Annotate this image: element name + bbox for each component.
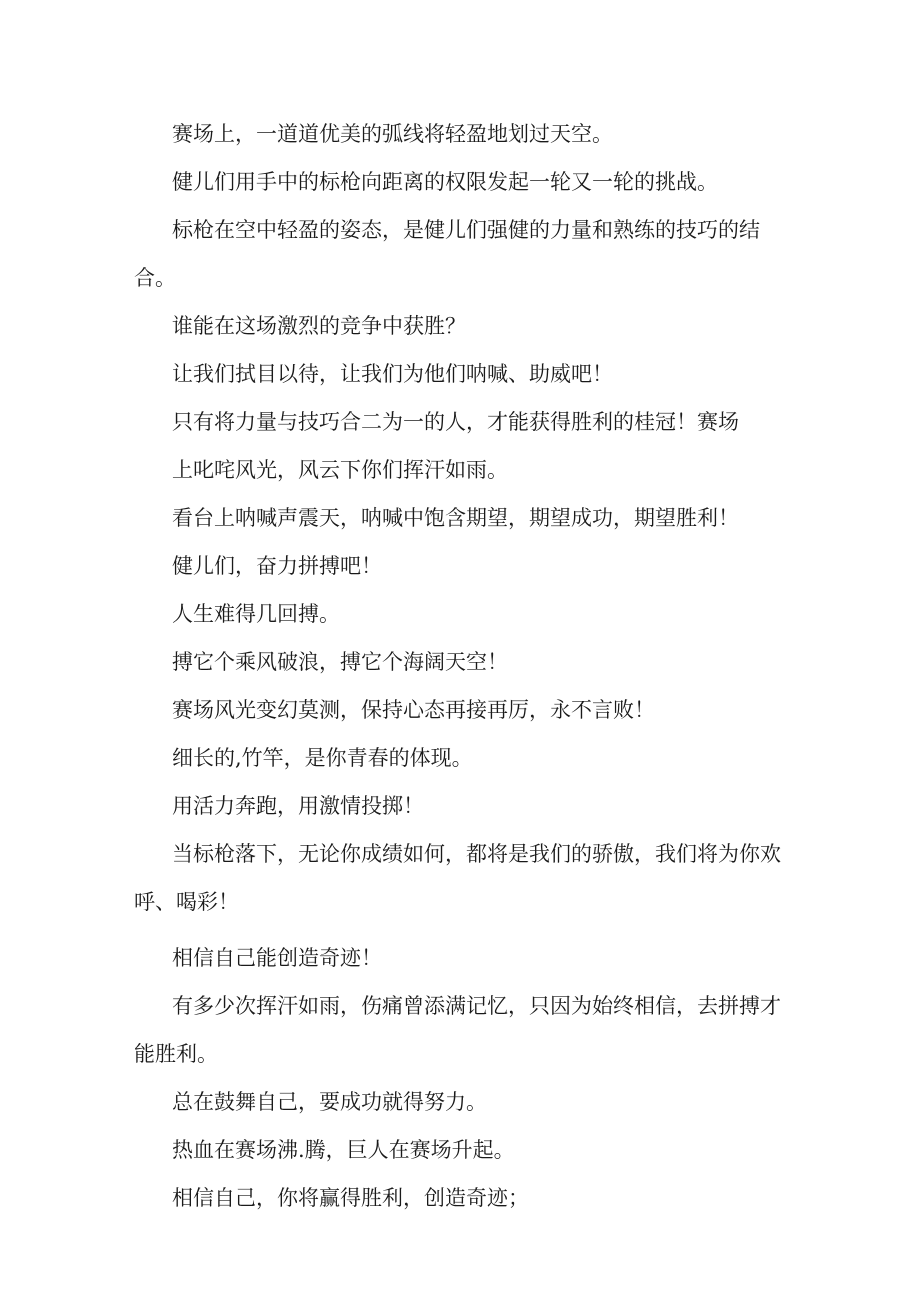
paragraph: 谁能在这场激烈的竞争中获胜？ bbox=[172, 314, 466, 338]
paragraph: 用活力奔跑，用激情投掷！ bbox=[172, 794, 424, 818]
paragraph: 有多少次挥汗如雨，伤痛曾添满记忆，只因为始终相信，去拼搏才能胜利。 bbox=[134, 994, 781, 1066]
paragraph: 标枪在空中轻盈的姿态，是健儿们强健的力量和熟练的技巧的结合。 bbox=[134, 218, 760, 290]
paragraph: 搏它个乘风破浪，搏它个海阔天空！ bbox=[172, 650, 508, 674]
paragraph: 相信自己能创造奇迹！ bbox=[172, 946, 382, 970]
paragraph: 健儿们用手中的标枪向距离的权限发起一轮又一轮的挑战。 bbox=[172, 170, 718, 194]
paragraph: 相信自己，你将赢得胜利，创造奇迹； bbox=[172, 1186, 529, 1210]
paragraph: 赛场上，一道道优美的弧线将轻盈地划过天空。 bbox=[172, 122, 613, 146]
paragraph: 热血在赛场沸.腾，巨人在赛场升起。 bbox=[172, 1138, 515, 1162]
paragraph: 赛场风光变幻莫测，保持心态再接再厉，永不言败！ bbox=[172, 698, 655, 722]
paragraph: 让我们拭目以待，让我们为他们呐喊、助威吧！ bbox=[172, 362, 613, 386]
paragraph: 总在鼓舞自己，要成功就得努力。 bbox=[172, 1090, 487, 1114]
paragraph: 只有将力量与技巧合二为一的人，才能获得胜利的桂冠！赛场 bbox=[172, 410, 739, 434]
paragraph: 细长的,竹竿，是你青春的体现。 bbox=[172, 746, 473, 770]
paragraph: 当标枪落下，无论你成绩如何，都将是我们的骄傲，我们将为你欢呼、喝彩！ bbox=[134, 842, 781, 914]
paragraph: 看台上呐喊声震天，呐喊中饱含期望，期望成功，期望胜利！ bbox=[172, 506, 739, 530]
paragraph: 健儿们，奋力拼搏吧！ bbox=[172, 554, 382, 578]
paragraph: 上叱咤风光，风云下你们挥汗如雨。 bbox=[172, 458, 508, 482]
paragraph: 人生难得几回搏。 bbox=[172, 602, 340, 626]
document-body bbox=[134, 110, 794, 1222]
